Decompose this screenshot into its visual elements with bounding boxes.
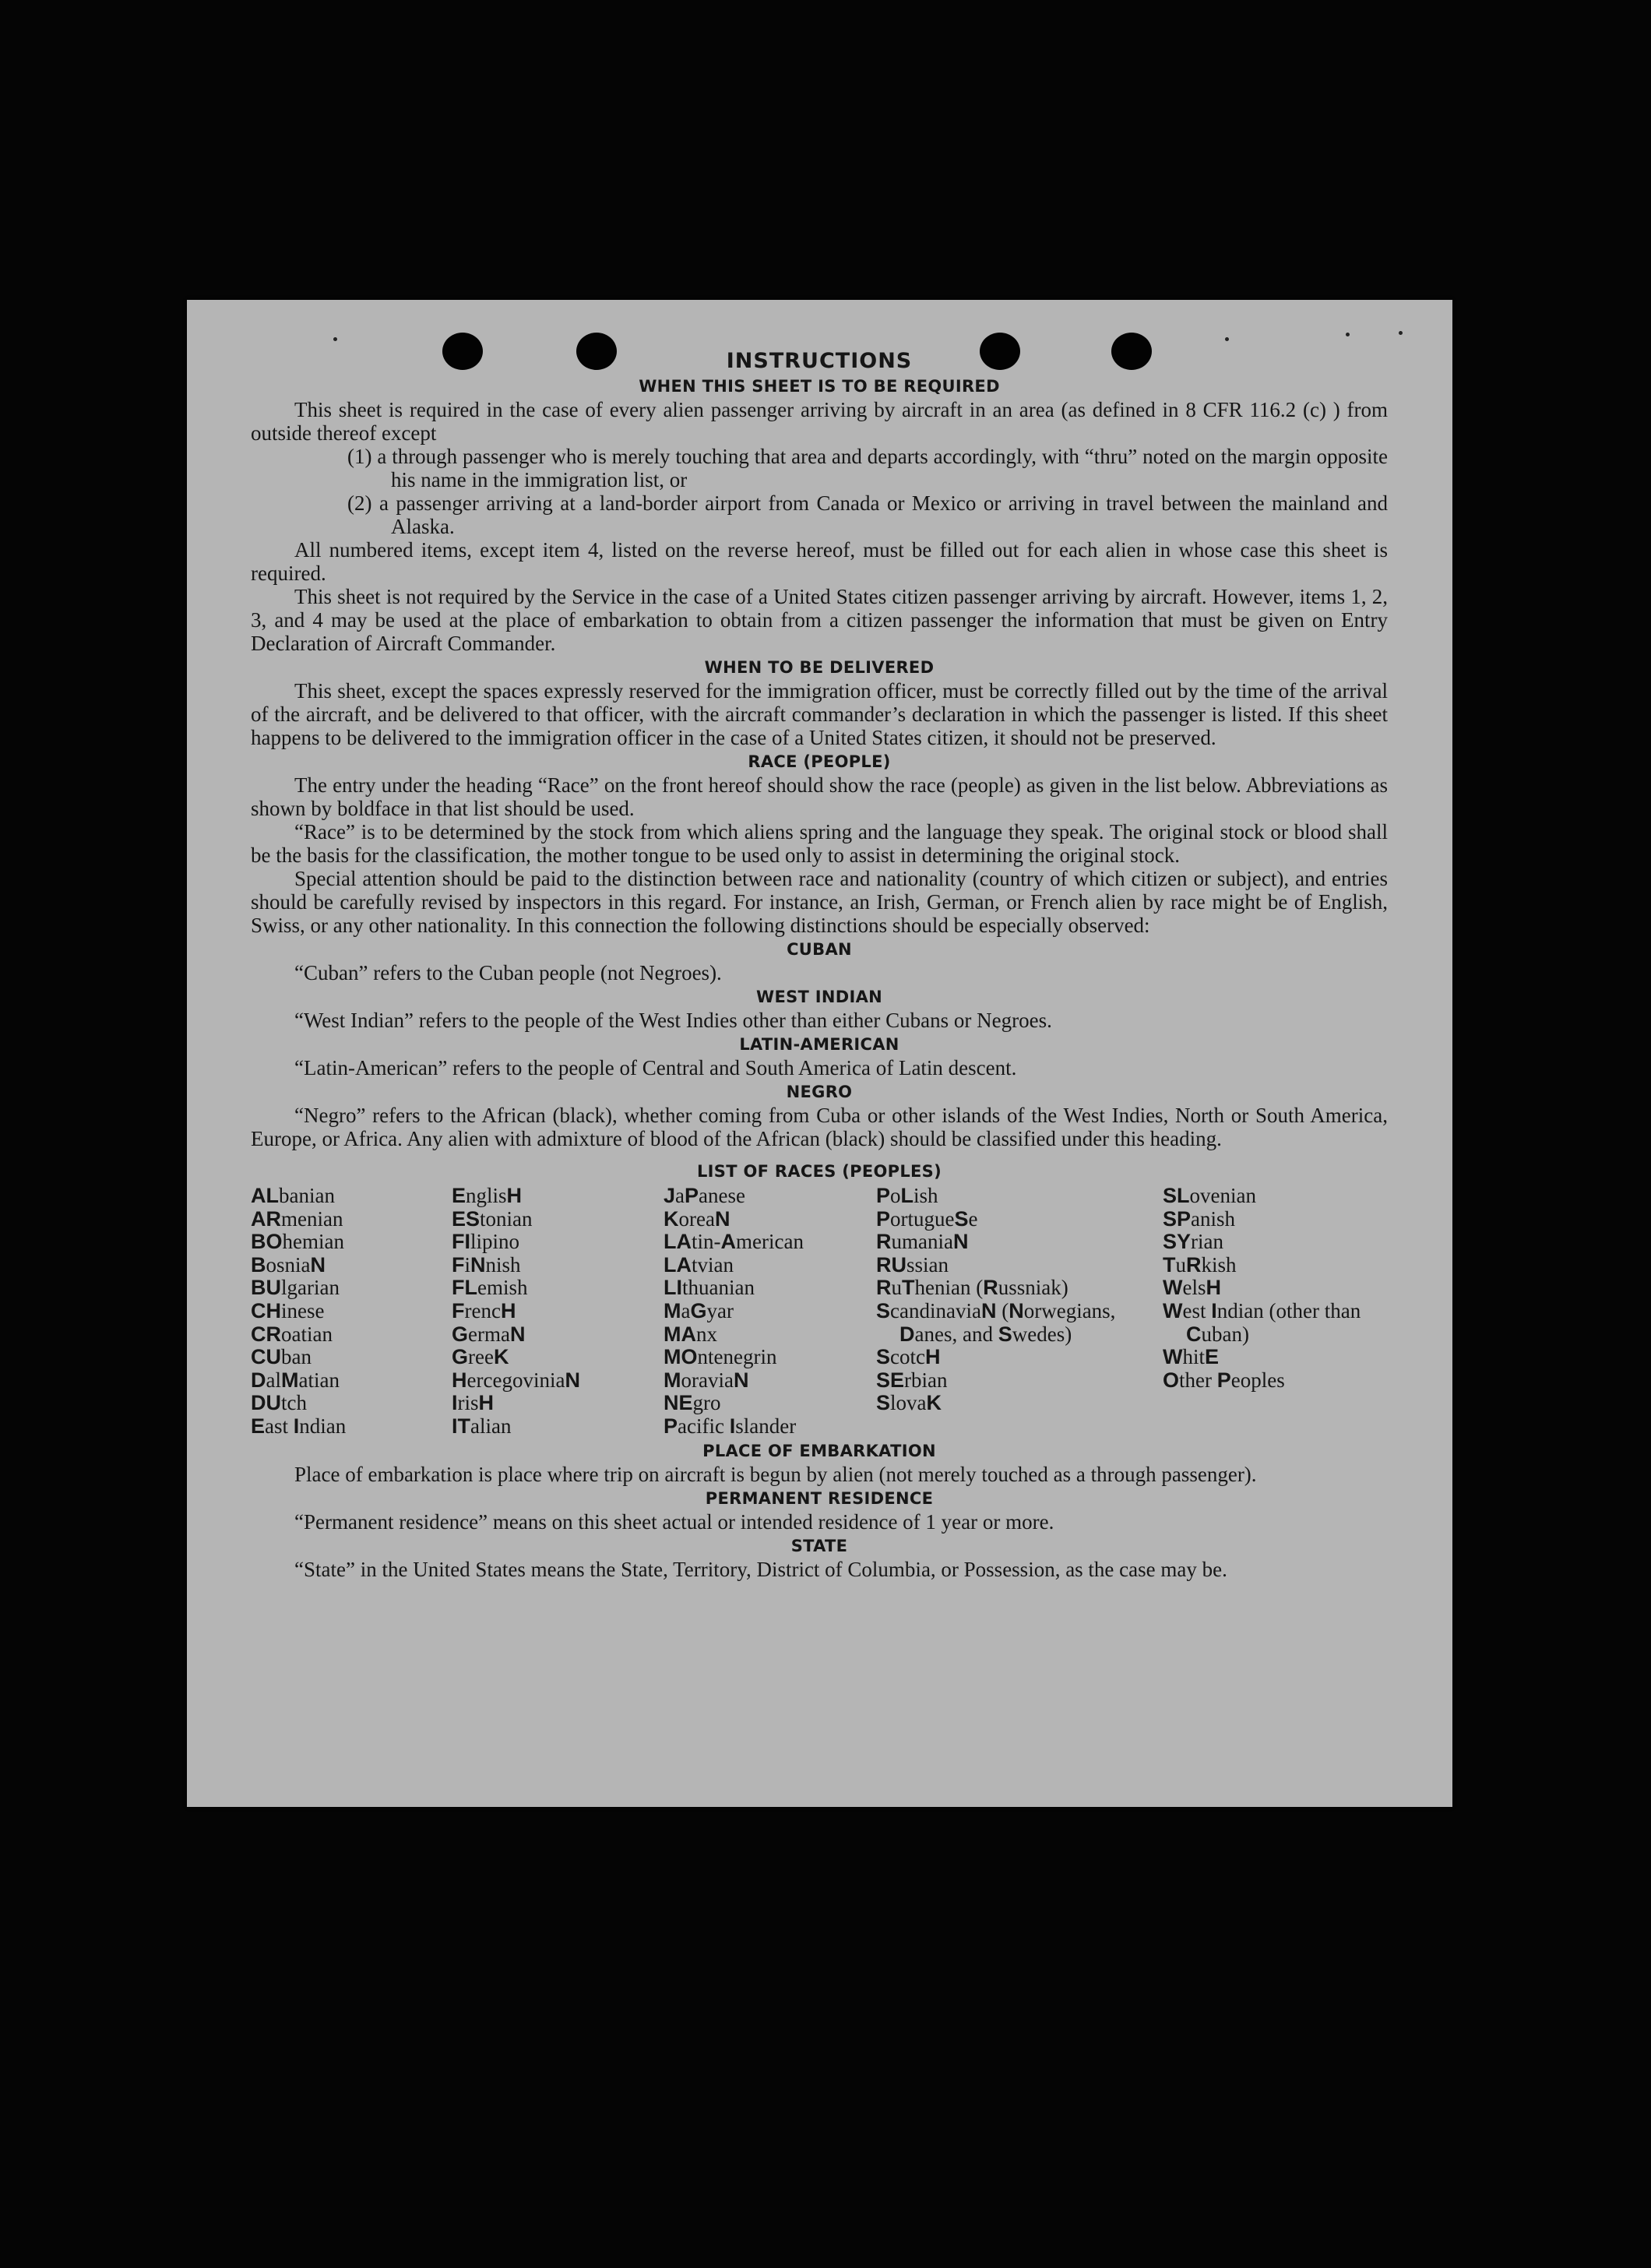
race-entry: ScotcH bbox=[876, 1345, 941, 1369]
race-entry: Other Peoples bbox=[1163, 1368, 1285, 1392]
paragraph: “State” in the United States means the State, Territory, District of Columbia, or Possession, as the case may be. bbox=[294, 1557, 1227, 1581]
race-entry: CHinese bbox=[251, 1298, 325, 1322]
paragraph: This sheet is required in the case of every alien passenger arriving by aircraft in an area (as defined in 8 CFR 116.2 (c) ) from outside thereof except bbox=[251, 398, 1388, 445]
race-entry: RUssian bbox=[876, 1252, 949, 1277]
race-entry: FIlipino bbox=[452, 1230, 520, 1254]
ink-speck bbox=[333, 337, 337, 341]
paragraph: The entry under the heading “Race” on the front hereof should show the race (people) as given in the list below. Abbreviations as shown by boldface in that list should be used. bbox=[251, 773, 1388, 820]
paragraph: All numbered items, except item 4, listed on the reverse hereof, must be filled out for each alien in whose case this sheet is required. bbox=[251, 538, 1388, 585]
race-entry: ARmenian bbox=[251, 1206, 343, 1231]
paragraph: “Race” is to be determined by the stock from which aliens spring and the language they speak. The original stock or blood shall be the basis for the classification, the mother tongue to be used only to assist in determining the original stock. bbox=[251, 820, 1388, 867]
paragraph: “Latin-American” refers to the people of Central and South America of Latin descent. bbox=[294, 1056, 1017, 1079]
race-entry: DUtch bbox=[251, 1391, 307, 1415]
race-entry: BOhemian bbox=[251, 1230, 344, 1254]
race-entry: EStonian bbox=[452, 1206, 533, 1231]
section-heading: LATIN-AMERICAN bbox=[739, 1035, 899, 1054]
paragraph: “West Indian” refers to the people of the West Indies other than either Cubans or Negroes. bbox=[294, 1009, 1052, 1032]
races-list bbox=[251, 1185, 1388, 1439]
race-entry: SYrian bbox=[1163, 1230, 1224, 1254]
race-entry: SPanish bbox=[1163, 1206, 1236, 1231]
races-column bbox=[664, 1185, 876, 1439]
race-entry: NEgro bbox=[664, 1391, 721, 1415]
race-entry: West Indian (other than Cuban) bbox=[1163, 1298, 1361, 1346]
race-entry: PortugueSe bbox=[876, 1206, 978, 1231]
section-heading: PLACE OF EMBARKATION bbox=[702, 1441, 936, 1460]
paragraph: This sheet is not required by the Service in the case of a United States citizen passenger arriving by aircraft. However, items 1, 2, 3, and 4 may be used at the place of embarkation to obtain from a citizen passenger the information that must be given on Entry Declaration of Aircraft Commander. bbox=[251, 585, 1388, 655]
race-entry: GreeK bbox=[452, 1345, 509, 1369]
paragraph: This sheet, except the spaces expressly reserved for the immigration officer, must be correctly filled out by the time of the arrival of the aircraft, and be delivered to that officer, with the aircraft commander’s declaration in which the passenger is listed. If this sheet happens to be delivered to the immigration officer in the case of a United States citizen, it should not be preserved. bbox=[251, 679, 1388, 749]
race-entry: FiNnish bbox=[452, 1252, 521, 1277]
list-item: (1) a through passenger who is merely touching that area and departs accordingly, with “thru” noted on the margin opposite his name in the immigration list, or bbox=[347, 445, 1388, 491]
races-column bbox=[251, 1185, 452, 1439]
race-entry: CUban bbox=[251, 1345, 312, 1369]
race-entry: HercegoviniaN bbox=[452, 1368, 580, 1392]
race-entry: WelsH bbox=[1163, 1276, 1221, 1300]
race-entry: ITalian bbox=[452, 1414, 512, 1438]
races-column bbox=[1163, 1185, 1388, 1439]
race-entry: Pacific Islander bbox=[664, 1414, 797, 1438]
document-sheet bbox=[187, 300, 1452, 1807]
ink-speck bbox=[1225, 337, 1229, 341]
races-column bbox=[876, 1185, 1163, 1439]
race-entry: BUlgarian bbox=[251, 1276, 340, 1300]
race-entry: ALbanian bbox=[251, 1184, 335, 1207]
paragraph: “Permanent residence” means on this sheet actual or intended residence of 1 year or more. bbox=[294, 1509, 1054, 1534]
race-entry: CRoatian bbox=[251, 1322, 333, 1346]
race-entry: RumaniaN bbox=[876, 1230, 969, 1254]
race-entry: GermaN bbox=[452, 1322, 526, 1346]
race-entry: PoLish bbox=[876, 1184, 938, 1207]
race-entry: East Indian bbox=[251, 1414, 347, 1438]
section-heading: STATE bbox=[790, 1536, 848, 1555]
section-heading: RACE (PEOPLE) bbox=[748, 752, 891, 771]
paragraph: Special attention should be paid to the distinction between race and nationality (country of which citizen or subject), and entries should be carefully revised by inspectors in this regard. For instance, an Irish, German, or French alien by race might be of English, Swiss, or any other nationality. In this connection the following distinctions should be especially observed: bbox=[251, 867, 1388, 937]
race-entry: FLemish bbox=[452, 1276, 528, 1300]
paragraph: “Cuban” refers to the Cuban people (not Negroes). bbox=[294, 961, 722, 984]
race-entry: MOntenegrin bbox=[664, 1345, 777, 1369]
race-entry: LAtin-American bbox=[664, 1230, 804, 1254]
race-entry: JaPanese bbox=[664, 1184, 745, 1207]
paragraph: Place of embarkation is place where trip on aircraft is begun by alien (not merely touched as a through passenger). bbox=[294, 1462, 1257, 1486]
ink-speck bbox=[1399, 331, 1403, 335]
instructions-text bbox=[251, 348, 1388, 1581]
race-entry: SlovaK bbox=[876, 1391, 942, 1415]
races-heading: LIST OF RACES (PEOPLES) bbox=[696, 1162, 942, 1181]
race-entry: IrisH bbox=[452, 1391, 495, 1415]
race-entry: LIthuanian bbox=[664, 1276, 755, 1300]
race-entry: RuThenian (Russniak) bbox=[876, 1276, 1068, 1300]
race-entry: TuRkish bbox=[1163, 1252, 1237, 1277]
paragraph: “Negro” refers to the African (black), whether coming from Cuba or other islands of the West Indies, North or South America, Europe, or Africa. Any alien with admixture of blood of the African (black) should be classified under this heading. bbox=[251, 1104, 1388, 1150]
race-entry: WhitE bbox=[1163, 1345, 1220, 1369]
race-entry: FrencH bbox=[452, 1298, 516, 1322]
race-entry: LAtvian bbox=[664, 1252, 734, 1277]
document-title: INSTRUCTIONS bbox=[726, 349, 913, 373]
race-entry: BosniaN bbox=[251, 1252, 326, 1277]
race-entry: SErbian bbox=[876, 1368, 948, 1392]
section-heading: CUBAN bbox=[787, 940, 852, 959]
race-entry: EnglisH bbox=[452, 1184, 523, 1207]
ink-speck bbox=[1346, 333, 1350, 336]
race-entry: DalMatian bbox=[251, 1368, 340, 1392]
races-column bbox=[452, 1185, 664, 1439]
race-entry: SLovenian bbox=[1163, 1184, 1256, 1207]
race-entry: ScandinaviaN (Norwegians, Danes, and Swedes) bbox=[876, 1298, 1116, 1346]
section-heading: WHEN THIS SHEET IS TO BE REQUIRED bbox=[639, 377, 1000, 396]
race-entry: MAnx bbox=[664, 1322, 717, 1346]
race-entry: MoraviaN bbox=[664, 1368, 749, 1392]
list-item: (2) a passenger arriving at a land-border airport from Canada or Mexico or arriving in travel between the mainland and Alaska. bbox=[347, 491, 1388, 538]
section-heading: PERMANENT RESIDENCE bbox=[705, 1488, 934, 1508]
race-entry: KoreaN bbox=[664, 1206, 730, 1231]
section-heading: NEGRO bbox=[786, 1083, 853, 1101]
race-entry: MaGyar bbox=[664, 1298, 734, 1322]
section-heading: WHEN TO BE DELIVERED bbox=[704, 658, 935, 677]
section-heading: WEST INDIAN bbox=[755, 988, 883, 1006]
